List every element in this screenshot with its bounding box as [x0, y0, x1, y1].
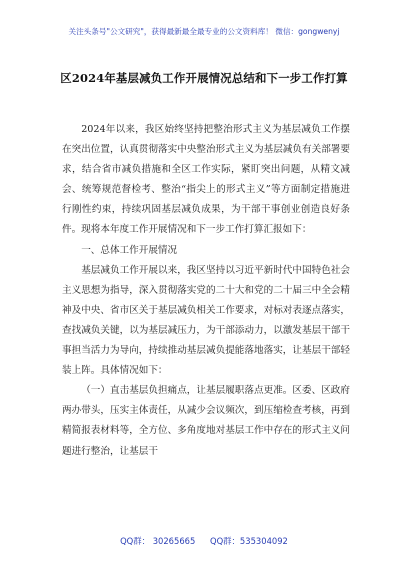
paragraph-overview: 基层减负工作开展以来，我区坚持以习近平新时代中国特色社会主义思想为指导，深入贯彻落实党的二十大和党的二十届三中全会精神及中央、省市区关于基层减负相关工作要求，对标对表逐点落实，查找减负关键，以为基层减压力，为干部添动力，以激发基层干部干事担当活力为导向，持续推动基层减负提能落地落实，让基层干部轻装上阵。具体情况如下： [62, 264, 350, 377]
document-title: 区2024年基层减负工作开展情况总结和下一步工作打算 [60, 71, 348, 85]
paragraph-item-one: （一）直击基层负担痛点，让基层履职落点更准。区委、区政府两办带头，压实主体责任，从减少会议频次，到压缩检查考核，再到精简报表材料等，全方位、多角度地对基层工作中存在的形式主义问题进行整治，让基层干 [62, 385, 350, 457]
paragraph-intro: 2024年以来，我区始终坚持把整治形式主义为基层减负工作摆在突出位置，认真贯彻落实中央整治形式主义为基层减负有关部署要求，结合省市减负措施和全区工作实际，紧盯突出问题，从精文减会、统筹规范督检考、整治“指尖上的形式主义”等方面制定措施进行刚性约束，持续巩固基层减负成果，为干部干事创业创造良好条件。现将本年度工作开展情况和下一步工作打算汇报如下： [62, 124, 350, 236]
document-body [62, 120, 350, 462]
footer-qq [0, 535, 408, 547]
section-heading: 一、总体工作开展情况 [81, 244, 178, 256]
footer-qq-group-2: QQ群：535304092 [210, 536, 288, 546]
header-notice: 关注头条号"公文研究"，获得最新最全最专业的公文资料库！ 微信：gongwenyj [68, 27, 340, 36]
footer-qq-group-1: QQ群： 30265665 [120, 536, 196, 546]
